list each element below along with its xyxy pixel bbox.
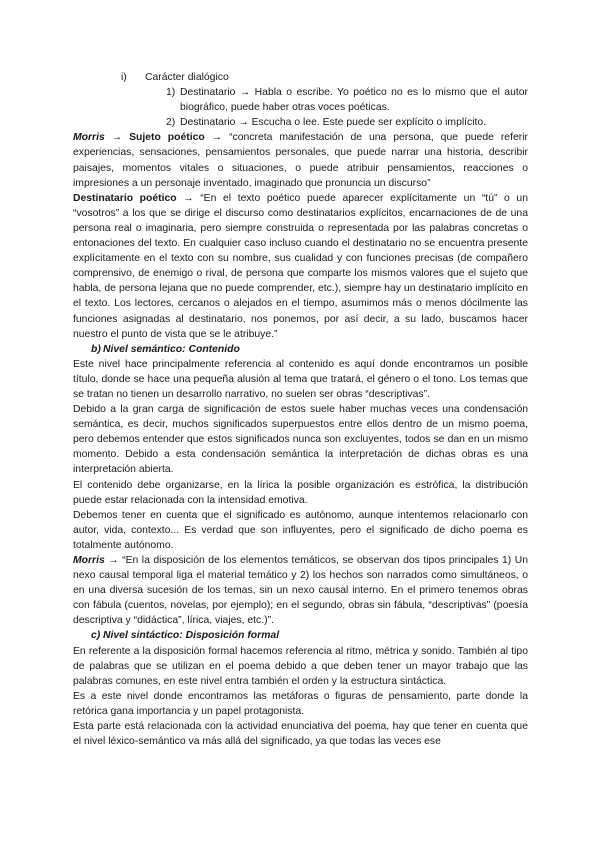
paragraph-text: → “En la disposición de los elementos temáticos, se observan dos tipos principales 1) Un nexo causal temporal liga el material temático y 2) los hechos son narrados como simultáneos, o en una diversa sucesión de los temas, sin un nexo causal interno. En el primero tenemos obras con fábula (cuentos, novelas, por ejemplo); en el segundo, obras sin fábula, “descriptivas” (poesía descriptiva y “didáctica”, lírica, viajes, etc.)”.	[73, 555, 528, 627]
list-item-1	[166, 85, 528, 115]
author-name: Morris	[73, 555, 105, 566]
paragraph-text: → “En el texto poético puede aparecer explícitamente un “tú” o un “vosotros” a los que se dirige el discurso como destinatarios explícitos, encarnaciones de de una persona real o imaginaria, pero siempre construida o representada por las palabras concretas o entonaciones del texto. En cualquier caso incluso cuando el destinatario no se encuentra presente explícitamente en el texto con su nombre, sus cualidad y con funciones precisas (de compañero comprensivo, de enemigo o rival, de persona que comparte los mismos valores que el sujeto que habla, de persona lejana que no puede comprender, etc.), siempre hay un destinatario implícito en el texto. Los lectores, cercanos o alejados en el tiempo, asumimos más o menos dócilmente las funciones asignadas al destinatario, nos ponemos, por así decir, a su lado, buscamos hacer nuestro el punto de vista que se le atribuye.”	[73, 192, 528, 340]
list-number: 1)	[166, 87, 176, 99]
paragraph: Esta parte está relacionada con la actividad enunciativa del poema, hay que tener en cuenta que el nivel léxico-semántico va más allá del significado, ya que todas las veces ese	[73, 721, 528, 748]
paragraph-text: → “concreta manifestación de una persona, que puede referir experiencias, sensaciones, pensamientos personales, que puede narrar una historia, describir paisajes, momentos vitales o situaciones, o puede atribuir pensamientos, reacciones o impresiones a un personaje inventado, imaginado que pronuncia un discurso”	[73, 132, 528, 189]
paragraph-destinatario	[73, 191, 528, 342]
term-label: Sujeto poético	[129, 132, 205, 144]
list-text: Destinatario → Habla o escribe. Yo poético no es lo mismo que el autor biográfico, puede haber otras voces poéticas.	[180, 87, 528, 114]
author-name: Morris	[73, 132, 105, 144]
paragraph: Es a este nivel donde encontramos las metáforas o figuras de pensamiento, parte donde la retórica gana importancia y un papel protagonista.	[73, 690, 528, 717]
section-heading-b	[91, 342, 528, 357]
paragraph: Debido a la gran carga de significación de estos suele haber muchas veces una condensación semántica, es decir, muchos significados superpuestos entre ellos dentro de un mismo poema, pero debemos entender que estos significados nunca son excluyentes, todos se dan en un mismo momento. Debido a esta condensación semántica la interpretación de dichas obras es una interpretación abierta.	[73, 404, 528, 476]
paragraph: En referente a la disposición formal hacemos referencia al ritmo, métrica y sonido. También al tipo de palabras que se utilizan en el poema debido a que deben tener un mayor trabajo que las palabras comunes, en este nivel entra también el orden y la estructura sintáctica.	[73, 645, 528, 687]
heading-number: c)	[91, 630, 101, 642]
list-text: Destinatario → Escucha o lee. Este puede ser explícito o implícito.	[180, 117, 487, 129]
section-heading-c	[91, 628, 528, 643]
list-number: 2)	[166, 117, 176, 129]
list-text: Carácter dialógico	[145, 72, 229, 83]
heading-number: b)	[91, 343, 101, 355]
paragraph: Debemos tener en cuenta que el significado es autónomo, aunque intentemos relacionarlo con autor, vida, contexto... Es verdad que son influyentes, pero el significado de dicho poema es totalmente autónomo.	[73, 509, 528, 551]
paragraph-morris-sujeto	[73, 130, 528, 190]
document-page	[73, 70, 528, 749]
paragraph: El contenido debe organizarse, en la lírica la posible organización es estrófica, la distribución puede estar relacionada con la intensidad emotiva.	[73, 479, 528, 506]
term-label: Destinatario poético	[73, 192, 177, 204]
list-item-2	[166, 115, 528, 130]
list-number: i)	[121, 72, 127, 83]
arrow-text: →	[104, 132, 130, 144]
paragraph: Este nivel hace principalmente referencia al contenido es aquí donde encontramos un posible título, donde se hace una pequeña alusión al tema que tratará, el género o el tono. Los temas que se tratan no tienen un desarrollo narrativo, no suelen ser obras “descriptivas”.	[73, 358, 528, 400]
heading-text: Nivel sintáctico: Disposición formal	[103, 630, 280, 642]
paragraph-morris-disposicion	[73, 553, 528, 628]
list-item-i	[121, 70, 528, 85]
heading-text: Nivel semántico: Contenido	[103, 343, 240, 355]
